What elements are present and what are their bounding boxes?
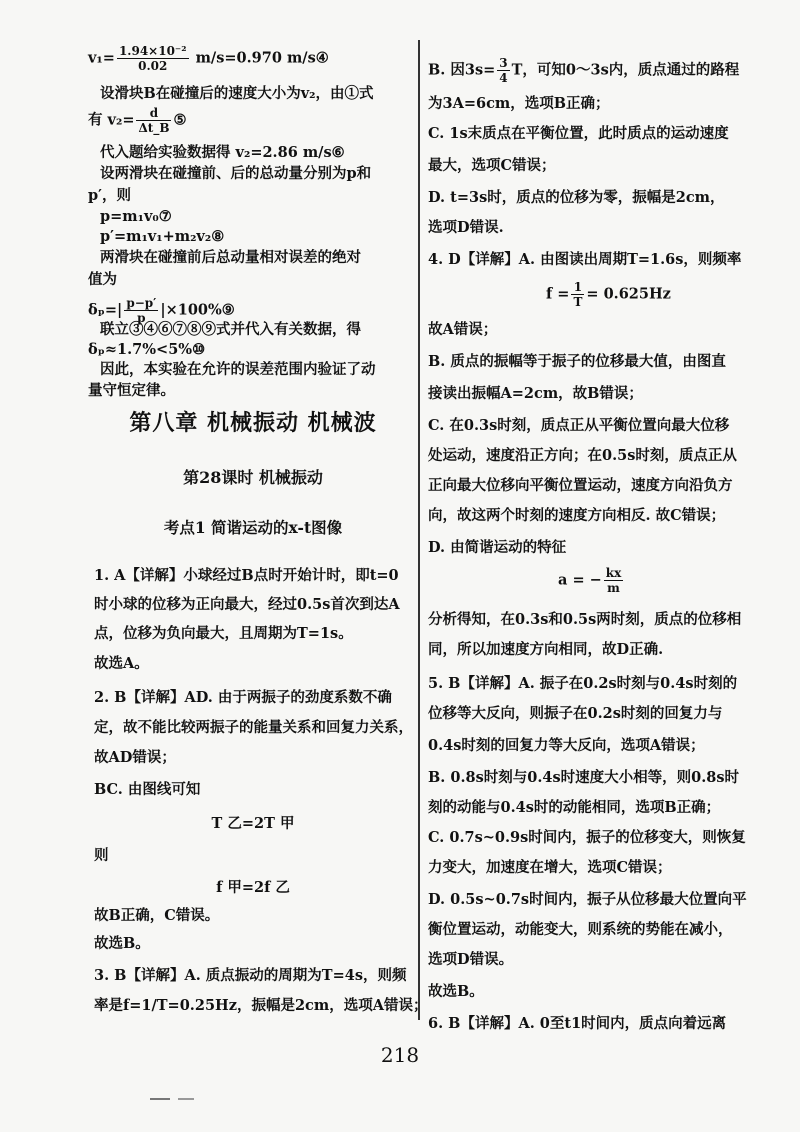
section-title: 考点1 简谐运动的x-t图像 <box>163 518 343 537</box>
equation: f 甲=2f 乙 <box>216 879 290 896</box>
text-line: 设滑块B在碰撞后的速度大小为v₂，由①式 <box>100 85 374 102</box>
answer-line: 故选B。 <box>94 935 150 952</box>
answer-line: 接读出振幅A=2cm，故B错误； <box>428 385 643 402</box>
text-line: 两滑块在碰撞前后总动量相对误差的绝对 <box>100 249 361 266</box>
answer-line: 1. A【详解】小球经过B点时开始计时，即t=0 <box>94 567 399 584</box>
answer-line: 故A错误； <box>428 321 498 338</box>
eq-v1 <box>88 44 329 73</box>
answer-line: 时小球的位移为正向最大，经过0.5s首次到达A <box>94 596 400 613</box>
equation: δₚ≈1.7%<5%⑩ <box>88 341 206 358</box>
answer-line: 则 <box>94 847 109 864</box>
pencil-mark <box>178 1098 194 1100</box>
equation: p′=m₁v₁+m₂v₂⑧ <box>100 228 225 245</box>
answer-line: 最大，选项C错误； <box>428 157 556 174</box>
column-divider <box>418 40 420 1020</box>
text-line: p′，则 <box>88 187 131 204</box>
answer-line: D. t=3s时，质点的位移为零，振幅是2cm， <box>428 189 725 206</box>
answer-line: C. 1s末质点在平衡位置，此时质点的运动速度 <box>428 125 729 142</box>
fraction <box>571 280 584 309</box>
text-line: 代入题给实验数据得 v₂=2.86 m/s⑥ <box>100 144 345 161</box>
answer-line: D. 0.5s~0.7s时间内，振子从位移最大位置向平 <box>428 891 747 908</box>
page-number: 218 <box>380 1043 420 1067</box>
answer-line: 定，故不能比较两振子的能量关系和回复力关系， <box>94 719 413 736</box>
text-line: 联立③④⑥⑦⑧⑨式并代入有关数据，得 <box>100 321 361 338</box>
answer-line: 6. B【详解】A. 0至t1时间内，质点向着远离 <box>428 1015 727 1032</box>
answer-line <box>428 56 739 85</box>
answer-line: 为3A=6cm，选项B正确； <box>428 95 610 112</box>
numerator: 3 <box>499 56 508 70</box>
answer-line: C. 在0.3s时刻，质点正从平衡位置向最大位移 <box>428 417 730 434</box>
answer-line: 正向最大位移向平衡位置运动，速度方向沿负方 <box>428 477 733 494</box>
answer-line: 故选A。 <box>94 655 149 672</box>
eq-v1-rhs: m/s=0.970 m/s④ <box>190 49 329 67</box>
answer-line: 点，位移为负向最大，且周期为T=1s。 <box>94 625 353 642</box>
numerator: d <box>136 106 171 121</box>
denominator: m <box>607 581 620 595</box>
numerator: kx <box>605 566 622 580</box>
text-line: 因此，本实验在允许的误差范围内验证了动 <box>100 361 376 378</box>
fraction <box>604 566 623 595</box>
answer-line: 同，所以加速度方向相同，故D正确. <box>428 641 664 658</box>
denominator: p <box>137 311 146 325</box>
answer-line: 故AD错误； <box>94 749 176 766</box>
text-line: 设两滑块在碰撞前、后的总动量分别为p和 <box>100 165 372 182</box>
answer-line: BC. 由图线可知 <box>94 781 201 798</box>
text-fragment: f = <box>546 285 570 303</box>
eq-v2 <box>88 106 186 135</box>
answer-line: 4. D【详解】A. 由图读出周期T=1.6s，则频率 <box>428 251 742 268</box>
answer-line: 率是f=1/T=0.25Hz，振幅是2cm，选项A错误； <box>94 997 428 1014</box>
answer-line: 选项D错误。 <box>428 951 514 968</box>
answer-line: B. 0.8s时刻与0.4s时速度大小相等，则0.8s时 <box>428 769 740 786</box>
text-fragment: B. 因3s= <box>428 61 496 79</box>
equation: T 乙=2T 甲 <box>211 815 295 832</box>
chapter-title: 第八章 机械振动 机械波 <box>129 410 377 436</box>
answer-line: 0.4s时刻的回复力等大反向，选项A错误； <box>428 737 705 754</box>
numerator: 1.94×10⁻² <box>118 44 187 58</box>
answer-line: 选项D错误. <box>428 219 504 236</box>
denominator: 0.02 <box>138 59 168 73</box>
eq-delta-rhs: |×100%⑨ <box>160 301 235 319</box>
answer-line: 故选B。 <box>428 983 484 1000</box>
denominator: T <box>573 295 583 309</box>
text-line: 值为 <box>88 271 117 288</box>
text-fragment: a = − <box>558 571 602 589</box>
eq-acceleration <box>558 566 625 595</box>
equation: p=m₁v₀⑦ <box>100 208 172 225</box>
fraction <box>117 44 189 73</box>
denominator: Δt_B <box>138 121 170 135</box>
answer-line: 2. B【详解】AD. 由于两振子的劲度系数不确 <box>94 689 392 706</box>
fraction <box>497 56 509 85</box>
numerator: p−p′ <box>126 296 157 310</box>
answer-line: D. 由简谐运动的特征 <box>428 539 567 556</box>
answer-line: 5. B【详解】A. 振子在0.2s时刻与0.4s时刻的 <box>428 675 738 692</box>
answer-line: 向，故这两个时刻的速度方向相反. 故C错误； <box>428 507 726 524</box>
text-line: 量守恒定律。 <box>88 382 175 399</box>
answer-line: 3. B【详解】A. 质点振动的周期为T=4s，则频 <box>94 967 407 984</box>
pencil-mark <box>150 1098 170 1100</box>
text-fragment: T，可知0～3s内，质点通过的路程 <box>511 61 740 79</box>
answer-line: 力变大，加速度在增大，选项C错误； <box>428 859 672 876</box>
lesson-title: 第28课时 机械振动 <box>183 468 323 487</box>
text-fragment: = 0.625Hz <box>586 285 671 303</box>
eq-v1-lhs: v₁= <box>88 49 115 67</box>
answer-line: C. 0.7s~0.9s时间内，振子的位移变大，则恢复 <box>428 829 746 846</box>
eq-v2-lhs: 有 v₂= <box>88 111 135 129</box>
answer-line: 分析得知，在0.3s和0.5s两时刻，质点的位移相 <box>428 611 742 628</box>
numerator: 1 <box>571 280 584 295</box>
answer-line: 处运动，速度沿正方向；在0.5s时刻，质点正从 <box>428 447 737 464</box>
answer-line: 刻的动能与0.4s时的动能相同，选项B正确； <box>428 799 721 816</box>
eq-delta-lhs: δₚ=| <box>88 301 123 319</box>
eq-frequency <box>546 280 671 309</box>
eq-v2-rhs: ⑤ <box>173 111 187 129</box>
answer-line: 故B正确，C错误。 <box>94 907 220 924</box>
answer-line: 衡位置运动，动能变大，则系统的势能在减小， <box>428 921 733 938</box>
answer-line: B. 质点的振幅等于振子的位移最大值，由图直 <box>428 353 726 370</box>
answer-line: 位移等大反向，则振子在0.2s时刻的回复力与 <box>428 705 723 722</box>
fraction <box>136 106 171 135</box>
denominator: 4 <box>499 71 508 85</box>
